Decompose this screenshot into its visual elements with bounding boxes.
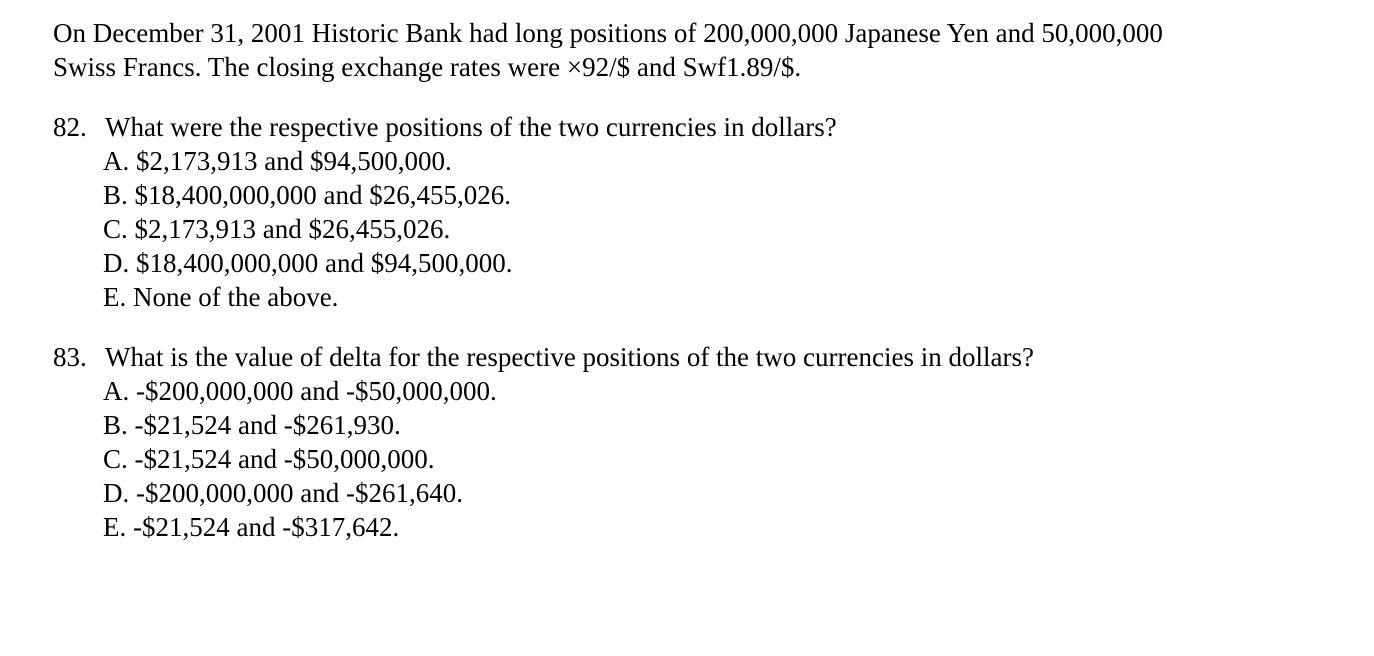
answer-options [53,374,1353,544]
answer-option-c [103,442,1353,476]
question-82 [53,110,1353,314]
option-letter: D. [103,478,130,508]
answer-option-c [103,212,1353,246]
question-number: 82. [53,112,87,142]
answer-option-a [103,144,1353,178]
question-text: What were the respective positions of the two currencies in dollars? [105,112,837,142]
answer-options [53,144,1353,314]
answer-option-b [103,408,1353,442]
option-letter: C. [103,214,128,244]
answer-option-b [103,178,1353,212]
question-number: 83. [53,342,87,372]
answer-option-d [103,476,1353,510]
option-text: -$21,524 and -$50,000,000. [134,444,435,474]
intro-line-2: Swiss Francs. The closing exchange rates were ×92/$ and Swf1.89/$. [53,52,802,82]
option-letter: A. [103,376,130,406]
option-text: -$200,000,000 and -$261,640. [136,478,463,508]
option-text: $18,400,000,000 and $26,455,026. [134,180,511,210]
option-text: $2,173,913 and $94,500,000. [136,146,452,176]
answer-option-e [103,510,1353,544]
answer-option-d [103,246,1353,280]
option-letter: E. [103,282,127,312]
document-body [53,16,1353,544]
question-83 [53,340,1353,544]
answer-option-e [103,280,1353,314]
option-letter: D. [103,248,130,278]
option-text: $18,400,000,000 and $94,500,000. [136,248,513,278]
option-letter: C. [103,444,128,474]
intro-line-1: On December 31, 2001 Historic Bank had long positions of 200,000,000 Japanese Yen and 50,000,000 [53,18,1163,48]
option-text: -$21,524 and -$317,642. [133,512,400,542]
option-letter: A. [103,146,130,176]
option-letter: B. [103,180,128,210]
option-text: None of the above. [133,282,339,312]
option-text: -$200,000,000 and -$50,000,000. [136,376,497,406]
question-stem [53,340,1353,374]
answer-option-a [103,374,1353,408]
option-letter: E. [103,512,127,542]
option-text: -$21,524 and -$261,930. [134,410,401,440]
option-text: $2,173,913 and $26,455,026. [134,214,451,244]
intro-paragraph [53,16,1353,84]
option-letter: B. [103,410,128,440]
question-text: What is the value of delta for the respective positions of the two currencies in dollars? [105,342,1034,372]
question-stem [53,110,1353,144]
